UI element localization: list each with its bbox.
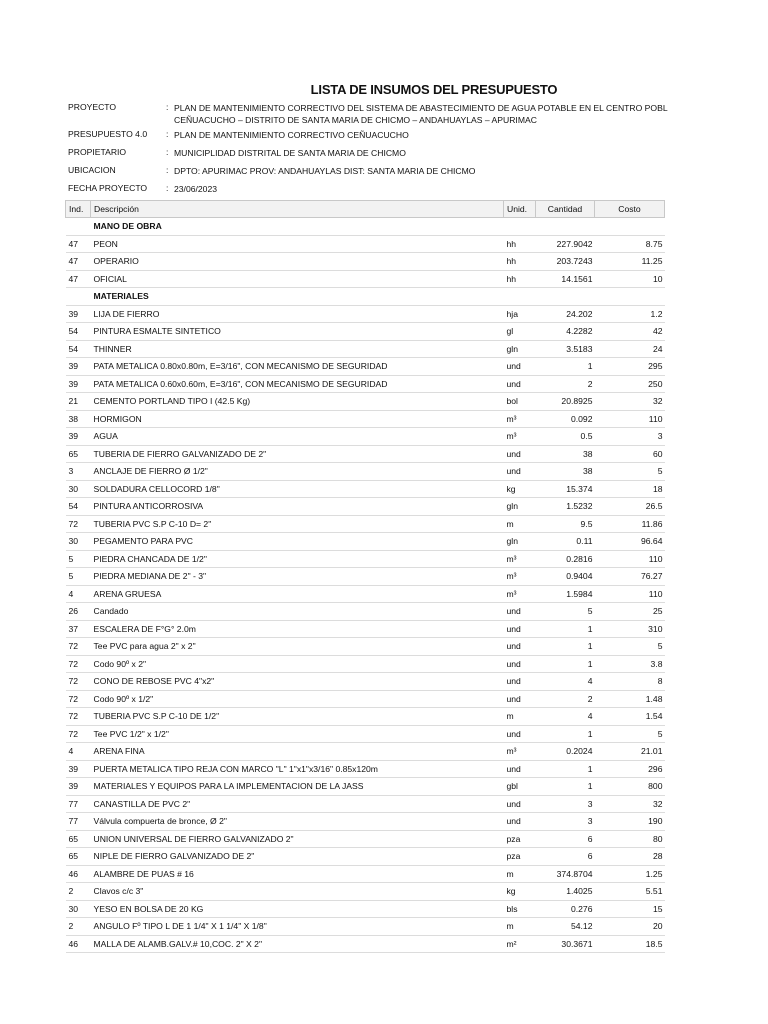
table-row	[66, 585, 665, 603]
cell-desc: OPERARIO	[91, 253, 504, 271]
cell-ind: 54	[66, 340, 91, 358]
cell-cost: 3	[595, 428, 665, 446]
cell-unid: und	[504, 445, 536, 463]
table-row	[66, 778, 665, 796]
cell-ind: 26	[66, 603, 91, 621]
cell-desc: MALLA DE ALAMB.GALV.# 10,COC. 2" X 2"	[91, 935, 504, 953]
table-row	[66, 603, 665, 621]
header-row-propietario	[68, 147, 668, 159]
cell-cant: 1	[536, 655, 595, 673]
cell-cant: 38	[536, 463, 595, 481]
cell-unid: hja	[504, 305, 536, 323]
cell-desc: ARENA GRUESA	[91, 585, 504, 603]
cell-unid: pza	[504, 830, 536, 848]
cell-desc: PINTURA ESMALTE SINTETICO	[91, 323, 504, 341]
cell-cant: 4.2282	[536, 323, 595, 341]
cell-desc: Válvula compuerta de bronce, Ø 2"	[91, 813, 504, 831]
cell-cost: 1.2	[595, 305, 665, 323]
cell-cost: 42	[595, 323, 665, 341]
header-row-proyecto	[68, 102, 668, 126]
cell-cost: 28	[595, 848, 665, 866]
cell-cant: 1	[536, 620, 595, 638]
cell-unid: hh	[504, 270, 536, 288]
cell-ind: 72	[66, 638, 91, 656]
cell-cost: 8.75	[595, 235, 665, 253]
cell-cant: 374.8704	[536, 865, 595, 883]
cell-ind: 30	[66, 533, 91, 551]
header-row-presupuesto	[68, 129, 668, 141]
cell-desc: THINNER	[91, 340, 504, 358]
cell-desc: Tee PVC 1/2" x 1/2"	[91, 725, 504, 743]
cell-cost: 32	[595, 795, 665, 813]
table-row	[66, 638, 665, 656]
cell-cost: 18.5	[595, 935, 665, 953]
cell-desc: TUBERIA PVC S.P C-10 DE 1/2"	[91, 708, 504, 726]
header-value: PLAN DE MANTENIMIENTO CORRECTIVO DEL SISTEMA DE ABASTECIMIENTO DE AGUA POTABLE EN EL CENTRO POBL	[174, 103, 668, 113]
cell-desc: Codo 90º x 1/2"	[91, 690, 504, 708]
cell-cant: 203.7243	[536, 253, 595, 271]
cell-desc: PATA METALICA 0.80x0.80m, E=3/16", CON MECANISMO DE SEGURIDAD	[91, 358, 504, 376]
cell-ind: 39	[66, 428, 91, 446]
cell-unid: gln	[504, 498, 536, 516]
header-sep: :	[166, 165, 169, 175]
cell-unid: m³	[504, 568, 536, 586]
cell-cost: 10	[595, 270, 665, 288]
cell-unid: und	[504, 603, 536, 621]
table-row	[66, 743, 665, 761]
cell-ind: 39	[66, 760, 91, 778]
cell-cant: 0.5	[536, 428, 595, 446]
table-row	[66, 253, 665, 271]
cell-ind: 72	[66, 725, 91, 743]
cell-cost: 110	[595, 550, 665, 568]
cell-cant: 0.276	[536, 900, 595, 918]
col-header-ind: Ind.	[66, 201, 91, 218]
cell-cost: 15	[595, 900, 665, 918]
cell-unid: und	[504, 358, 536, 376]
cell-unid: kg	[504, 480, 536, 498]
cell-cant: 15.374	[536, 480, 595, 498]
cell-ind: 54	[66, 323, 91, 341]
cell-ind: 65	[66, 445, 91, 463]
table-row	[66, 410, 665, 428]
cell-cant: 6	[536, 830, 595, 848]
cell-unid: bol	[504, 393, 536, 411]
table-row	[66, 445, 665, 463]
cell-unid: m	[504, 918, 536, 936]
cell-unid: m	[504, 708, 536, 726]
table-row	[66, 463, 665, 481]
section-title: MATERIALES	[91, 288, 665, 306]
cell-cost: 21.01	[595, 743, 665, 761]
cell-ind: 46	[66, 935, 91, 953]
section-row	[66, 218, 665, 236]
section-title: MANO DE OBRA	[91, 218, 665, 236]
header-value: 23/06/2023	[174, 184, 218, 194]
cell-cant: 24.202	[536, 305, 595, 323]
cell-unid: m³	[504, 585, 536, 603]
cell-desc: ANGULO Fº TIPO L DE 1 1/4" X 1 1/4" X 1/8"	[91, 918, 504, 936]
cell-desc: CONO DE REBOSE PVC 4"x2"	[91, 673, 504, 691]
table-row	[66, 533, 665, 551]
cell-cant: 38	[536, 445, 595, 463]
table-row	[66, 655, 665, 673]
cell-unid: pza	[504, 848, 536, 866]
cell-desc: ANCLAJE DE FIERRO Ø 1/2"	[91, 463, 504, 481]
cell-cant: 1.5984	[536, 585, 595, 603]
cell-ind: 46	[66, 865, 91, 883]
cell-ind: 4	[66, 743, 91, 761]
section-row	[66, 288, 665, 306]
cell-unid: und	[504, 813, 536, 831]
cell-ind: 47	[66, 253, 91, 271]
table-row	[66, 848, 665, 866]
cell-ind: 2	[66, 918, 91, 936]
cell-desc: Tee PVC para agua 2" x 2"	[91, 638, 504, 656]
col-header-unid: Unid.	[504, 201, 536, 218]
cell-cost: 296	[595, 760, 665, 778]
cell-ind: 5	[66, 550, 91, 568]
header-row-fecha	[68, 183, 668, 195]
cell-ind: 39	[66, 305, 91, 323]
cell-desc: PIEDRA MEDIANA DE 2" - 3"	[91, 568, 504, 586]
cell-ind: 65	[66, 830, 91, 848]
header-row-ubicacion	[68, 165, 668, 177]
cell-ind: 37	[66, 620, 91, 638]
cell-desc: CEMENTO PORTLAND TIPO I (42.5 Kg)	[91, 393, 504, 411]
header-sep: :	[166, 102, 169, 112]
table-row	[66, 568, 665, 586]
table-row	[66, 550, 665, 568]
cell-cant: 0.11	[536, 533, 595, 551]
cell-unid: und	[504, 760, 536, 778]
cell-cant: 3	[536, 813, 595, 831]
table-row	[66, 918, 665, 936]
cell-ind: 65	[66, 848, 91, 866]
cell-cant: 20.8925	[536, 393, 595, 411]
cell-cant: 1	[536, 358, 595, 376]
insumos-table	[65, 200, 665, 953]
cell-cant: 1	[536, 638, 595, 656]
cell-cant: 9.5	[536, 515, 595, 533]
cell-desc: PEGAMENTO PARA PVC	[91, 533, 504, 551]
cell-ind: 21	[66, 393, 91, 411]
cell-unid: gln	[504, 340, 536, 358]
cell-cost: 1.48	[595, 690, 665, 708]
table-row	[66, 515, 665, 533]
cell-cant: 2	[536, 690, 595, 708]
cell-ind: 4	[66, 585, 91, 603]
header-value: DPTO: APURIMAC PROV: ANDAHUAYLAS DIST: SANTA MARIA DE CHICMO	[174, 166, 476, 176]
cell-cost: 5	[595, 725, 665, 743]
table-header-row	[66, 201, 665, 218]
table-row	[66, 323, 665, 341]
header-value: MUNICIPLIDAD DISTRITAL DE SANTA MARIA DE CHICMO	[174, 148, 406, 158]
col-header-desc: Descripción	[91, 201, 504, 218]
cell-cost: 76.27	[595, 568, 665, 586]
cell-cant: 1.5232	[536, 498, 595, 516]
cell-unid: m	[504, 865, 536, 883]
cell-cant: 0.092	[536, 410, 595, 428]
header-value: PLAN DE MANTENIMIENTO CORRECTIVO CEÑUACUCHO	[174, 130, 409, 140]
cell-cant: 5	[536, 603, 595, 621]
cell-unid: und	[504, 690, 536, 708]
cell-cost: 250	[595, 375, 665, 393]
table-row	[66, 935, 665, 953]
cell-unid: und	[504, 655, 536, 673]
cell-ind: 72	[66, 708, 91, 726]
cell-unid: m	[504, 515, 536, 533]
cell-cost: 24	[595, 340, 665, 358]
cell-desc: Candado	[91, 603, 504, 621]
cell-unid: m³	[504, 410, 536, 428]
cell-ind: 47	[66, 235, 91, 253]
cell-cant: 1	[536, 725, 595, 743]
cell-cost: 5	[595, 463, 665, 481]
cell-ind: 39	[66, 358, 91, 376]
table-row	[66, 393, 665, 411]
cell-desc: PEON	[91, 235, 504, 253]
table-row	[66, 760, 665, 778]
cell-cost: 3.8	[595, 655, 665, 673]
cell-cant: 4	[536, 673, 595, 691]
cell-cant: 54.12	[536, 918, 595, 936]
cell-cost: 11.86	[595, 515, 665, 533]
project-header	[68, 102, 668, 201]
cell-unid: und	[504, 795, 536, 813]
cell-cant: 14.1561	[536, 270, 595, 288]
cell-cant: 0.2024	[536, 743, 595, 761]
cell-ind: 47	[66, 270, 91, 288]
cell-ind: 54	[66, 498, 91, 516]
cell-cost: 190	[595, 813, 665, 831]
cell-ind: 72	[66, 515, 91, 533]
cell-cant: 227.9042	[536, 235, 595, 253]
table-row	[66, 708, 665, 726]
cell-cost: 11.25	[595, 253, 665, 271]
cell-unid: hh	[504, 235, 536, 253]
table-row	[66, 358, 665, 376]
cell-desc: TUBERIA PVC S.P C-10 D= 2"	[91, 515, 504, 533]
cell-cost: 26.5	[595, 498, 665, 516]
cell-cost: 295	[595, 358, 665, 376]
cell-unid: gbl	[504, 778, 536, 796]
cell-ind: 72	[66, 690, 91, 708]
table-row	[66, 813, 665, 831]
cell-cost: 310	[595, 620, 665, 638]
cell-cant: 1	[536, 778, 595, 796]
cell-cost: 5.51	[595, 883, 665, 901]
cell-cost: 1.25	[595, 865, 665, 883]
cell-ind: 39	[66, 778, 91, 796]
cell-desc: ALAMBRE DE PUAS # 16	[91, 865, 504, 883]
table-row	[66, 865, 665, 883]
cell-ind: 2	[66, 883, 91, 901]
cell-unid: und	[504, 673, 536, 691]
table-row	[66, 795, 665, 813]
cell-desc: PATA METALICA 0.60x0.60m, E=3/16", CON MECANISMO DE SEGURIDAD	[91, 375, 504, 393]
cell-unid: und	[504, 375, 536, 393]
table-row	[66, 830, 665, 848]
cell-ind: 77	[66, 795, 91, 813]
col-header-cost: Costo	[595, 201, 665, 218]
cell-cant: 3.5183	[536, 340, 595, 358]
header-sep: :	[166, 183, 169, 193]
cell-desc: OFICIAL	[91, 270, 504, 288]
table-row	[66, 690, 665, 708]
cell-unid: bls	[504, 900, 536, 918]
cell-unid: und	[504, 463, 536, 481]
cell-cost: 18	[595, 480, 665, 498]
cell-cost: 110	[595, 585, 665, 603]
cell-unid: m³	[504, 550, 536, 568]
header-sep: :	[166, 147, 169, 157]
header-label: PROYECTO	[68, 102, 117, 112]
cell-cant: 30.3671	[536, 935, 595, 953]
cell-cant: 6	[536, 848, 595, 866]
cell-ind: 30	[66, 900, 91, 918]
cell-cost: 800	[595, 778, 665, 796]
cell-desc: HORMIGON	[91, 410, 504, 428]
cell-cost: 96.64	[595, 533, 665, 551]
cell-cost: 5	[595, 638, 665, 656]
cell-unid: und	[504, 725, 536, 743]
col-header-cant: Cantidad	[536, 201, 595, 218]
table-body	[66, 218, 665, 953]
cell-desc: YESO EN BOLSA DE 20 KG	[91, 900, 504, 918]
cell-desc: PINTURA ANTICORROSIVA	[91, 498, 504, 516]
table-row	[66, 305, 665, 323]
cell-cost: 110	[595, 410, 665, 428]
table-row	[66, 673, 665, 691]
cell-cost: 32	[595, 393, 665, 411]
cell-desc: Clavos c/c 3"	[91, 883, 504, 901]
cell-ind: 77	[66, 813, 91, 831]
cell-cost: 8	[595, 673, 665, 691]
cell-desc: LIJA DE FIERRO	[91, 305, 504, 323]
header-label: UBICACION	[68, 165, 116, 175]
cell-unid: und	[504, 638, 536, 656]
cell-unid: gl	[504, 323, 536, 341]
table-row	[66, 340, 665, 358]
cell-desc: Codo 90º x 2"	[91, 655, 504, 673]
header-sep: :	[166, 129, 169, 139]
section-spacer	[66, 218, 91, 236]
cell-unid: m³	[504, 743, 536, 761]
cell-desc: NIPLE DE FIERRO GALVANIZADO DE 2"	[91, 848, 504, 866]
table-row	[66, 498, 665, 516]
cell-cant: 1	[536, 760, 595, 778]
header-label: FECHA PROYECTO	[68, 183, 148, 193]
table-row	[66, 480, 665, 498]
cell-desc: TUBERIA DE FIERRO GALVANIZADO DE 2"	[91, 445, 504, 463]
cell-unid: gln	[504, 533, 536, 551]
cell-ind: 5	[66, 568, 91, 586]
cell-cost: 60	[595, 445, 665, 463]
document-title: LISTA DE INSUMOS DEL PRESUPUESTO	[310, 82, 558, 97]
cell-cost: 80	[595, 830, 665, 848]
cell-desc: MATERIALES Y EQUIPOS PARA LA IMPLEMENTACION DE LA JASS	[91, 778, 504, 796]
cell-desc: ESCALERA DE F°G° 2.0m	[91, 620, 504, 638]
header-value-line2: CEÑUACUCHO – DISTRITO DE SANTA MARIA DE CHICMO – ANDAHUAYLAS – APURIMAC	[174, 115, 537, 125]
table-row	[66, 270, 665, 288]
cell-cant: 3	[536, 795, 595, 813]
cell-desc: PIEDRA CHANCADA DE 1/2"	[91, 550, 504, 568]
cell-desc: UNION UNIVERSAL DE FIERRO GALVANIZADO 2"	[91, 830, 504, 848]
cell-cant: 0.2816	[536, 550, 595, 568]
table-row	[66, 725, 665, 743]
cell-cant: 0.9404	[536, 568, 595, 586]
header-label: PROPIETARIO	[68, 147, 127, 157]
cell-cost: 25	[595, 603, 665, 621]
table-row	[66, 900, 665, 918]
cell-unid: m³	[504, 428, 536, 446]
cell-cost: 1.54	[595, 708, 665, 726]
cell-unid: und	[504, 620, 536, 638]
table-row	[66, 235, 665, 253]
table-row	[66, 883, 665, 901]
cell-cost: 20	[595, 918, 665, 936]
cell-ind: 72	[66, 655, 91, 673]
cell-cant: 4	[536, 708, 595, 726]
header-label: PRESUPUESTO 4.0	[68, 129, 148, 139]
cell-desc: ARENA FINA	[91, 743, 504, 761]
cell-unid: m²	[504, 935, 536, 953]
table-row	[66, 375, 665, 393]
table-row	[66, 428, 665, 446]
cell-cant: 1.4025	[536, 883, 595, 901]
cell-ind: 72	[66, 673, 91, 691]
cell-ind: 39	[66, 375, 91, 393]
cell-desc: PUERTA METALICA TIPO REJA CON MARCO "L" 1"x1"x3/16" 0.85x120m	[91, 760, 504, 778]
cell-ind: 30	[66, 480, 91, 498]
cell-unid: kg	[504, 883, 536, 901]
cell-unid: hh	[504, 253, 536, 271]
cell-desc: CANASTILLA DE PVC 2"	[91, 795, 504, 813]
cell-ind: 38	[66, 410, 91, 428]
cell-cant: 2	[536, 375, 595, 393]
cell-desc: SOLDADURA CELLOCORD 1/8"	[91, 480, 504, 498]
section-spacer	[66, 288, 91, 306]
table-row	[66, 620, 665, 638]
cell-desc: AGUA	[91, 428, 504, 446]
cell-ind: 3	[66, 463, 91, 481]
